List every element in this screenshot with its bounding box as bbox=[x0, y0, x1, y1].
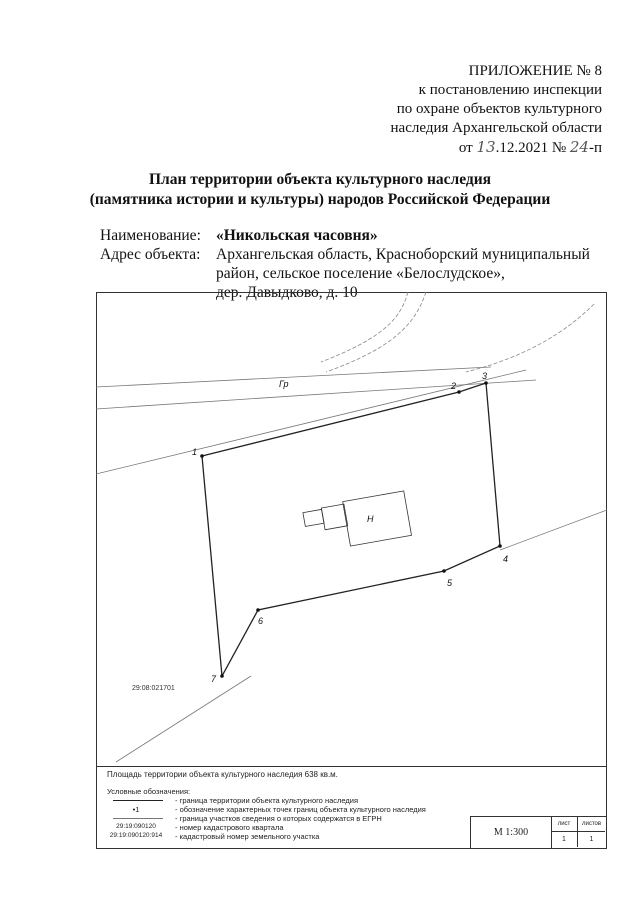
heritage-boundary bbox=[202, 383, 500, 676]
point-label-6: 6 bbox=[258, 616, 264, 626]
address-line-2: район, сельское поселение «Белослудское», bbox=[216, 265, 505, 282]
object-info bbox=[100, 226, 606, 302]
point-marker-6 bbox=[256, 608, 260, 612]
chapel-building bbox=[303, 491, 412, 546]
point-symbol: •1 bbox=[132, 805, 140, 814]
point-marker-7 bbox=[220, 674, 224, 678]
legend-item-boundary: - граница территории объекта культурного наследия bbox=[101, 796, 358, 805]
from-word: от bbox=[458, 140, 473, 156]
appendix-line-2: к постановлению инспекции bbox=[418, 82, 602, 98]
cadastral-quarter-label: 29:08:021701 bbox=[132, 685, 175, 692]
area-text: Площадь территории объекта культурного наследия 638 кв.м. bbox=[107, 770, 338, 779]
document-title bbox=[0, 170, 640, 210]
handwritten-day: 13 bbox=[476, 138, 496, 156]
name-label: Наименование: bbox=[100, 227, 201, 244]
point-marker-5 bbox=[442, 569, 446, 573]
point-label-2: 2 bbox=[451, 381, 457, 391]
parcel-line-right bbox=[500, 510, 607, 550]
legend-item-parcels: - граница участков сведения о которых содержатся в ЕГРН bbox=[101, 814, 382, 823]
legend-item-cadastral: 29:19:090120:914 - кадастровый номер земельного участка bbox=[101, 832, 319, 841]
point-label-1: 1 bbox=[192, 447, 198, 457]
appendix-header bbox=[302, 62, 602, 158]
appendix-line-3: по охране объектов культурного bbox=[396, 101, 602, 117]
title-line-2: (памятника истории и культуры) народов Российской Федерации bbox=[89, 191, 551, 208]
address-line-3: дер. Давыдково, д. 10 bbox=[216, 284, 358, 301]
cadastral-symbol: 29:19:090120:914 bbox=[109, 832, 163, 839]
legend-title: Условные обозначения: bbox=[107, 787, 191, 796]
scale-label: М 1:300 bbox=[471, 817, 552, 848]
sheet-header: лист bbox=[551, 817, 578, 832]
point-marker-1 bbox=[200, 454, 204, 458]
site-plan bbox=[96, 292, 607, 767]
road-label: Гр bbox=[279, 379, 289, 389]
sheets-total-header: листов bbox=[578, 817, 605, 832]
sheets-total: 1 bbox=[589, 836, 594, 843]
point-label-7: 7 bbox=[211, 674, 217, 684]
parcel-line-symbol bbox=[101, 814, 171, 823]
appendix-title: ПРИЛОЖЕНИЕ № 8 bbox=[468, 63, 602, 79]
boundary-line-symbol bbox=[101, 796, 171, 805]
road-line-top bbox=[96, 367, 491, 387]
address-label: Адрес объекта: bbox=[100, 246, 201, 263]
boundary-points bbox=[192, 371, 508, 684]
parcel-line-upper bbox=[96, 370, 526, 474]
name-value: «Никольская часовня» bbox=[216, 227, 378, 244]
road-line-bottom bbox=[96, 380, 536, 409]
legend-item-quarter: 29:19:090120 - номер кадастрового квартала bbox=[101, 823, 284, 832]
appendix-line-4: наследия Архангельской области bbox=[390, 120, 602, 136]
road-curve-outer bbox=[326, 292, 426, 372]
date-rest: .12.2021 № bbox=[495, 140, 567, 156]
point-label-3: 3 bbox=[482, 371, 488, 381]
handwritten-number: 24 bbox=[569, 138, 589, 156]
name-row bbox=[100, 226, 606, 245]
point-label-4: 4 bbox=[503, 554, 509, 564]
point-marker-2 bbox=[457, 390, 461, 394]
legend-panel bbox=[96, 767, 607, 849]
address-line-1: Архангельская область, Красноборский муниципальный bbox=[216, 246, 590, 263]
sheet-number: 1 bbox=[551, 832, 578, 847]
road-curve-right bbox=[466, 304, 594, 372]
appendix-date-line bbox=[302, 138, 602, 158]
title-line-1: План территории объекта культурного наследия bbox=[148, 171, 492, 188]
point-marker-4 bbox=[498, 544, 502, 548]
number-suffix: -п bbox=[588, 140, 602, 156]
point-label-5: 5 bbox=[447, 578, 453, 588]
building-label: Н bbox=[367, 514, 374, 524]
road-curve-inner bbox=[321, 292, 408, 362]
point-marker-3 bbox=[484, 381, 488, 385]
legend-item-points: •1 - обозначение характерных точек границ объекта культурного наследия bbox=[101, 805, 426, 814]
scale-box bbox=[470, 816, 606, 848]
quarter-symbol: 29:19:090120 bbox=[116, 823, 156, 830]
